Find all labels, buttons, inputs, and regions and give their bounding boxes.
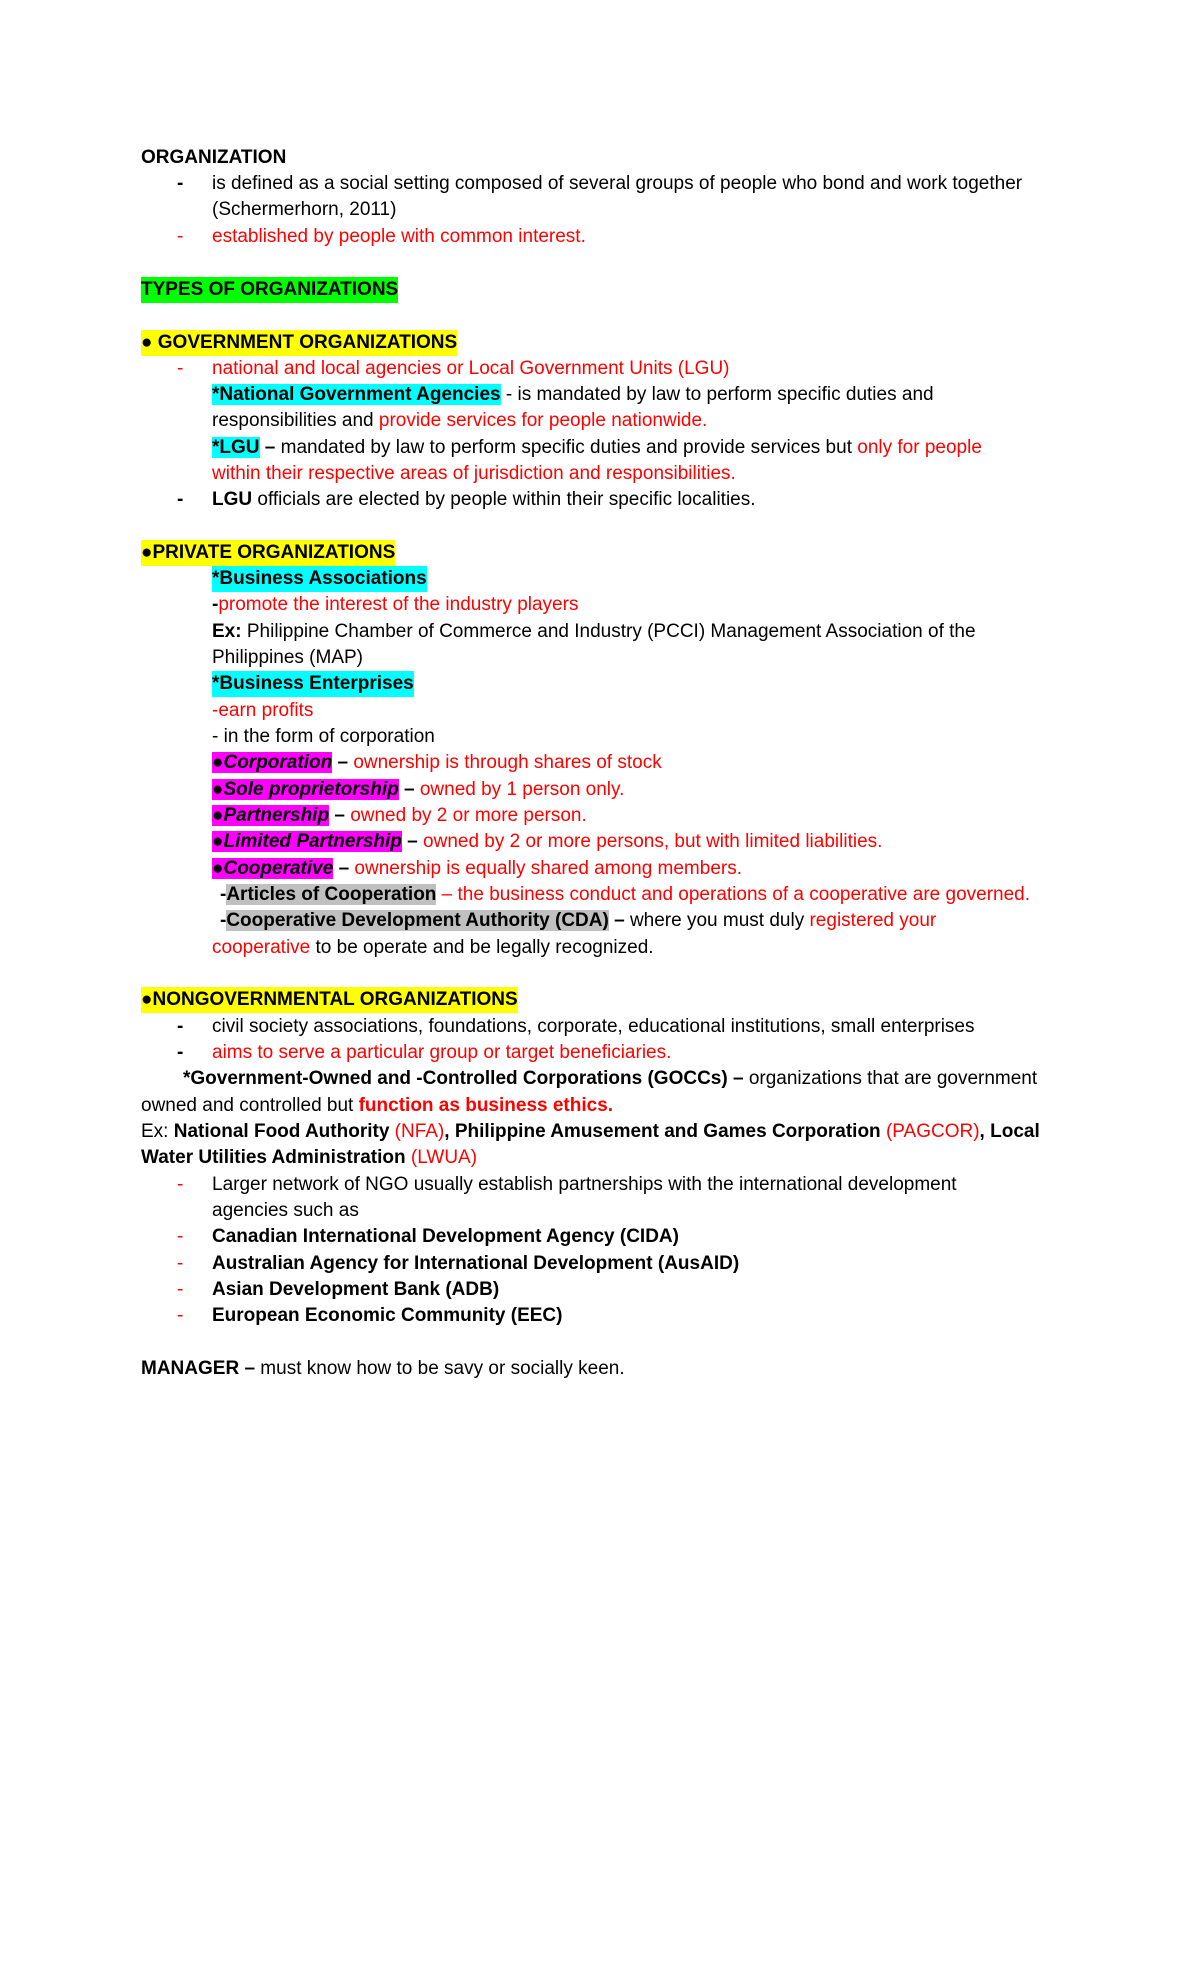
business-associations-label: *Business Associations	[212, 566, 427, 592]
nfa-name: National Food Authority	[173, 1121, 390, 1142]
lwua-name: Water Utilities Administration	[141, 1147, 406, 1168]
nga-text-red: provide services for people nationwide.	[378, 410, 708, 431]
corporation-text: ownership is through shares of stock	[353, 752, 662, 773]
partnership-dash: –	[329, 805, 351, 826]
lgu-text-red: only for people	[857, 437, 982, 458]
types-heading: TYPES OF ORGANIZATIONS	[141, 277, 398, 303]
bullet-dash: -	[177, 489, 184, 510]
be-profit: -earn profits	[212, 700, 314, 721]
ex-text: Philippine Chamber of Commerce and Industry (PCCI) Management Association of the	[241, 621, 976, 642]
cda-text-red: registered your	[809, 910, 937, 931]
gocc-text-red: function as business ethics.	[358, 1095, 614, 1116]
org-definition: is defined as a social setting composed of several groups of people who bond and work together	[212, 173, 1023, 194]
bullet-dash: -	[177, 226, 184, 247]
pagcor-abbr: (PAGCOR)	[880, 1121, 980, 1142]
lwua-name-start: Local	[990, 1121, 1040, 1142]
agency-eec: European Economic Community (EEC)	[212, 1305, 563, 1326]
partnership-label: ●Partnership	[212, 805, 330, 826]
corporation-label: ●Corporation	[212, 752, 333, 773]
lwua-abbr: (LWUA)	[405, 1147, 478, 1168]
sole-proprietorship-label: ●Sole proprietorship	[212, 779, 399, 800]
corp-dash: –	[332, 752, 354, 773]
cda-dash: -	[220, 910, 227, 931]
articles-of-cooperation-label: Articles of Cooperation	[226, 884, 437, 905]
aoc-dash: -	[220, 884, 227, 905]
ba-dash: -	[212, 594, 219, 615]
coop-dash: –	[333, 858, 355, 879]
cda-label: Cooperative Development Authority (CDA)	[226, 910, 609, 931]
sole-proprietorship-text: owned by 1 person only.	[419, 779, 625, 800]
lgu-officials-bold: LGU	[212, 489, 253, 510]
limited-partnership-text: owned by 2 or more persons, but with limited liabilities.	[423, 831, 883, 852]
be-form: - in the form of corporation	[212, 726, 435, 747]
partnership-text: owned by 2 or more person.	[350, 805, 587, 826]
manager-text: must know how to be savy or socially keen.	[255, 1358, 625, 1379]
network-text: Larger network of NGO usually establish partnerships with the international development	[212, 1174, 957, 1195]
manager-label: MANAGER –	[141, 1358, 256, 1379]
bullet-dash: -	[177, 173, 184, 194]
comma: ,	[979, 1121, 991, 1142]
lgu-label: *LGU	[212, 437, 260, 458]
lgu-officials-text: officials are elected by people within their specific localities.	[252, 489, 756, 510]
ngo-heading: ●NONGOVERNMENTAL ORGANIZATIONS	[141, 987, 518, 1013]
cooperative-label: ●Cooperative	[212, 858, 334, 879]
bullet-dash: -	[177, 1226, 184, 1247]
gocc-ex-label: Ex:	[141, 1121, 174, 1142]
pagcor-name: Philippine Amusement and Games Corporation	[454, 1121, 881, 1142]
articles-of-cooperation-text: – the business conduct and operations of a cooperative are governed.	[436, 884, 1031, 905]
bullet-dash: -	[177, 1253, 184, 1274]
bullet-dash: -	[177, 1305, 184, 1326]
ex-label: Ex:	[212, 621, 242, 642]
lp-dash: –	[401, 831, 424, 852]
ngo-item2: aims to serve a particular group or target beneficiaries.	[212, 1042, 672, 1063]
bullet-dash: -	[177, 1042, 184, 1063]
gocc-text: organizations that are government	[748, 1068, 1038, 1089]
gov-heading: ● GOVERNMENT ORGANIZATIONS	[141, 330, 457, 356]
agency-cida: Canadian International Development Agency (CIDA)	[212, 1226, 679, 1247]
gocc-label: *Government-Owned and -Controlled Corporations (GOCCs) –	[183, 1068, 749, 1089]
bullet-dash: -	[177, 358, 184, 379]
gocc-text-cont: owned and controlled but	[141, 1095, 359, 1116]
business-enterprises-label: *Business Enterprises	[212, 671, 414, 697]
cooperative-text: ownership is equally shared among members.	[354, 858, 743, 879]
limited-partnership-label: ●Limited Partnership	[212, 831, 402, 852]
org-definition-citation: (Schermerhorn, 2011)	[212, 199, 397, 220]
nga-text-cont: responsibilities and	[212, 410, 379, 431]
sole-dash: –	[398, 779, 420, 800]
gov-item1: national and local agencies or Local Government Units (LGU)	[212, 358, 730, 379]
org-interest: established by people with common interest.	[212, 226, 586, 247]
ngo-item1: civil society associations, foundations, corporate, educational institutions, small enterprises	[212, 1016, 975, 1037]
bullet-dash: -	[177, 1279, 184, 1300]
lgu-text: mandated by law to perform specific duties and provide services but	[280, 437, 858, 458]
lgu-text-cont: within their respective areas of jurisdiction and responsibilities.	[212, 463, 736, 484]
org-title: ORGANIZATION	[141, 147, 287, 168]
cda-text: where you must duly	[629, 910, 810, 931]
network-text-cont: agencies such as	[212, 1200, 359, 1221]
ex-text-cont: Philippines (MAP)	[212, 647, 363, 668]
nga-text: - is mandated by law to perform specific duties and	[500, 384, 934, 405]
comma: ,	[444, 1121, 455, 1142]
nga-label: *National Government Agencies	[212, 384, 501, 405]
bullet-dash: -	[177, 1174, 184, 1195]
cda-text-cont: to be operate and be legally recognized.	[310, 937, 654, 958]
bullet-dash: -	[177, 1016, 184, 1037]
lgu-dash: –	[259, 437, 281, 458]
nfa-abbr: (NFA)	[389, 1121, 445, 1142]
private-heading: ●PRIVATE ORGANIZATIONS	[141, 540, 395, 566]
cda-text-cont-red: cooperative	[212, 937, 311, 958]
agency-adb: Asian Development Bank (ADB)	[212, 1279, 500, 1300]
cda-dash2: –	[608, 910, 630, 931]
ba-text: promote the interest of the industry players	[218, 594, 579, 615]
agency-ausaid: Australian Agency for International Development (AusAID)	[212, 1253, 740, 1274]
